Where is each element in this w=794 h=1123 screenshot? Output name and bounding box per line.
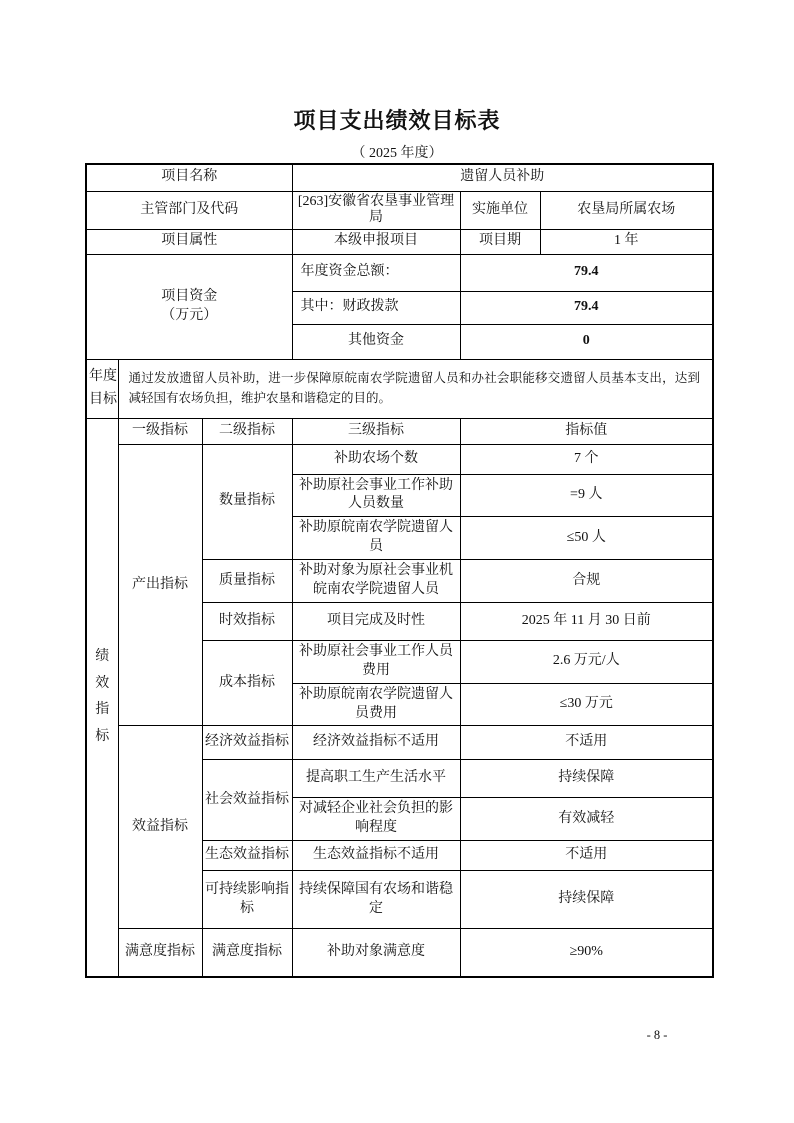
row-project-name [86,164,713,191]
row-attribute [86,229,713,254]
funding-label-line1: 项目资金 [161,288,218,304]
indicator-third: 补助原皖南农学院遗留人员费用 [292,683,460,726]
indicators-side-label: 绩效指标 [86,418,118,977]
indicator-third: 补助对象满意度 [292,929,460,977]
page-number: - 8 - [646,1028,668,1042]
indicator-third: 提高职工生产生活水平 [292,760,460,798]
indicator-value: 不适用 [460,841,713,871]
indicator-value: ≤50 人 [460,517,713,560]
funding-fiscal-value: 79.4 [460,291,713,324]
performance-target-table [85,163,714,978]
funding-fiscal-label: 其中：财政拨款 [292,291,460,324]
indicator-value: 7 个 [460,444,713,474]
indicator-third: 补助原社会事业工作补助人员数量 [292,474,460,517]
dept-label: 主管部门及代码 [86,191,292,229]
page-title: 项目支出绩效目标表 [293,108,501,133]
impl-unit-label: 实施单位 [460,191,540,229]
indicator-value: 持续保障 [460,871,713,929]
indicator-third: 补助原皖南农学院遗留人员 [292,517,460,560]
indicator-value: =9 人 [460,474,713,517]
annual-goal-label: 年度目标 [86,359,118,418]
level2-ecological: 生态效益指标 [202,841,292,871]
funding-total-value: 79.4 [460,254,713,291]
level2-timeliness: 时效指标 [202,602,292,640]
attribute-label: 项目属性 [86,229,292,254]
indicator-value: ≥90% [460,929,713,977]
level2-satisfaction: 满意度指标 [202,929,292,977]
indicator-third: 补助农场个数 [292,444,460,474]
annual-goal-text: 通过发放遗留人员补助，进一步保障原皖南农学院遗留人员和办社会职能移交遗留人员基本支出，达到减轻国有农场负担，维护农垦和谐稳定的目的。 [118,359,713,418]
indicator-row [86,929,713,977]
period-label: 项目期 [460,229,540,254]
level2-quantity: 数量指标 [202,444,292,560]
level2-social: 社会效益指标 [202,760,292,841]
level2-economic: 经济效益指标 [202,726,292,760]
indicator-value: 2.6 万元/人 [460,640,713,683]
header-level2: 二级指标 [202,418,292,444]
level1-output: 产出指标 [118,444,202,726]
header-level3: 三级指标 [292,418,460,444]
period-value: 1 年 [540,229,713,254]
indicator-value: 2025 年 11 月 30 日前 [460,602,713,640]
dept-value: [263]安徽省农垦事业管理局 [292,191,460,229]
indicator-value: 持续保障 [460,760,713,798]
indicator-third: 项目完成及时性 [292,602,460,640]
level1-benefit: 效益指标 [118,726,202,929]
level2-sustainable: 可持续影响指标 [202,871,292,929]
header-value: 指标值 [460,418,713,444]
funding-other-label: 其他资金 [292,324,460,359]
project-name-value: 遗留人员补助 [292,164,713,191]
funding-label [86,254,292,359]
row-funding-total [86,254,713,291]
header-level1: 一级指标 [118,418,202,444]
indicator-value: 不适用 [460,726,713,760]
indicator-third: 经济效益指标不适用 [292,726,460,760]
indicator-value: ≤30 万元 [460,683,713,726]
funding-label-line2: （万元） [161,307,218,323]
indicator-third: 生态效益指标不适用 [292,841,460,871]
project-name-label: 项目名称 [86,164,292,191]
indicator-third: 补助原社会事业工作人员费用 [292,640,460,683]
row-dept [86,191,713,229]
indicator-third: 持续保障国有农场和谐稳定 [292,871,460,929]
funding-total-label: 年度资金总额： [292,254,460,291]
indicator-third: 对减轻企业社会负担的影响程度 [292,798,460,841]
row-annual-goal [86,359,713,418]
indicator-third: 补助对象为原社会事业机皖南农学院遗留人员 [292,560,460,603]
level1-satisfaction: 满意度指标 [118,929,202,977]
indicator-row [86,444,713,474]
level2-cost: 成本指标 [202,640,292,726]
indicator-row [86,726,713,760]
indicator-value: 有效减轻 [460,798,713,841]
impl-unit-value: 农垦局所属农场 [540,191,713,229]
indicator-value: 合规 [460,560,713,603]
level2-quality: 质量指标 [202,560,292,603]
row-indicator-header [86,418,713,444]
attribute-value: 本级申报项目 [292,229,460,254]
funding-other-value: 0 [460,324,713,359]
page-subtitle: （ 2025 年度） [351,146,443,161]
